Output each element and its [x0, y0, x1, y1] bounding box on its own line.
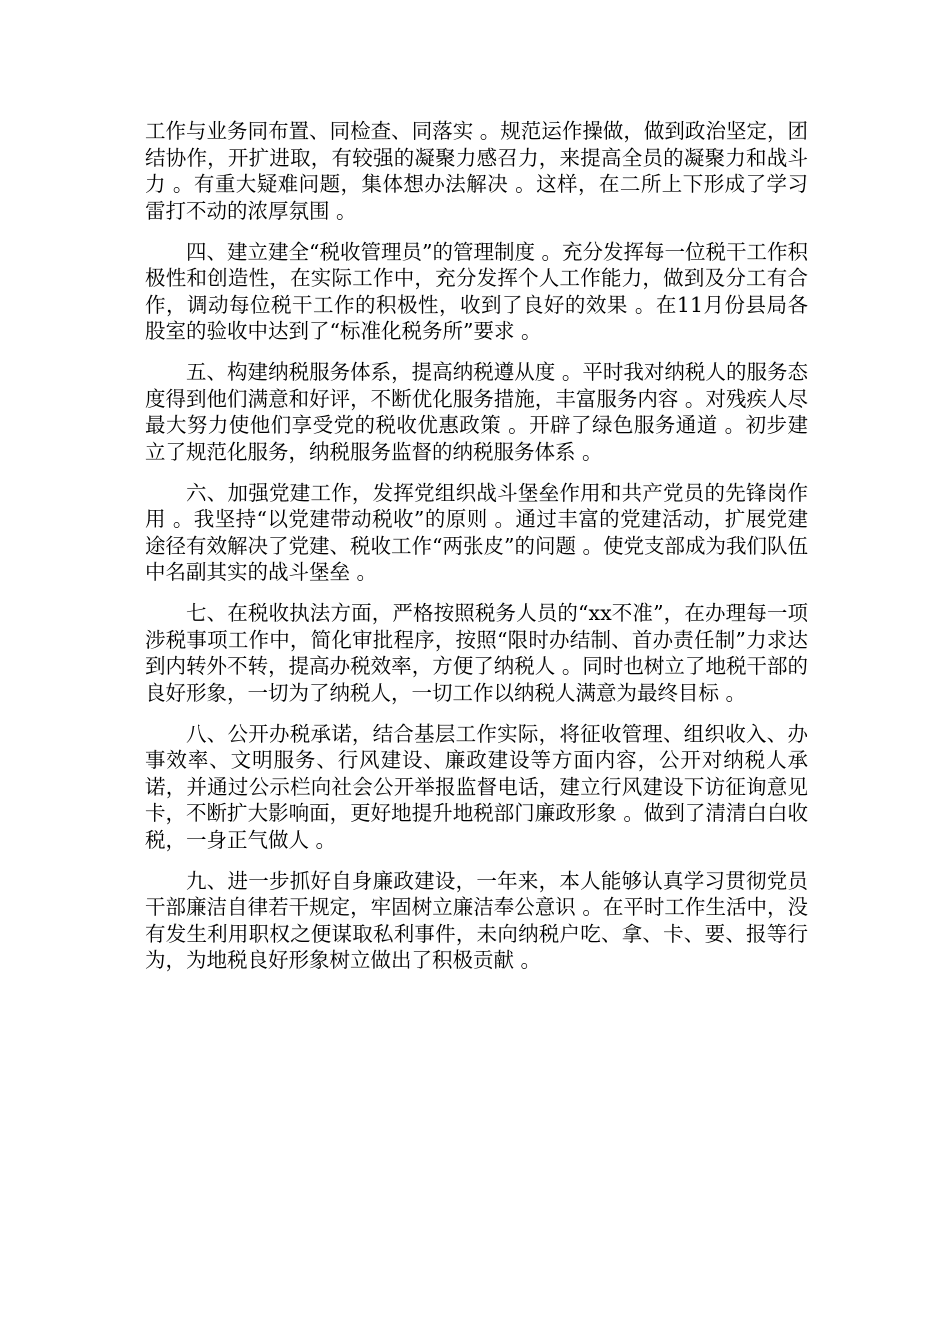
document-body: [145, 118, 808, 988]
paragraph-section-7: 七、在税收执法方面，严格按照税务人员的“xx不准”，在办理每一项涉税事项工作中，简化审批程序，按照“限时办结制、首办责任制”力求达到内转外不转，提高办税效率，方便了纳税人 。同时也树立了地税干部的良好形象，一切为了纳税人，一切工作以纳税人满意为最终目标 。: [145, 601, 808, 705]
paragraph-section-4: 四、建立建全“税收管理员”的管理制度 。充分发挥每一位税干工作积极性和创造性，在实际工作中，充分发挥个人工作能力，做到及分工有合作，调动每位税干工作的积极性，收到了良好的效果 。在11月份县局各股室的验收中达到了“标准化税务所”要求 。: [145, 239, 808, 343]
paragraph-section-5: 五、构建纳税服务体系，提高纳税遵从度 。平时我对纳税人的服务态度得到他们满意和好评，不断优化服务措施，丰富服务内容 。对残疾人尽最大努力使他们享受党的税收优惠政策 。开辟了绿色服务通道 。初步建立了规范化服务，纳税服务监督的纳税服务体系 。: [145, 360, 808, 464]
paragraph-continuation: 工作与业务同布置、同检查、同落实 。规范运作操做，做到政治坚定，团结协作，开扩进取，有较强的凝聚力感召力，来提高全员的凝聚力和战斗力 。有重大疑难问题，集体想办法解决 。这样，在二所上下形成了学习雷打不动的浓厚氛围 。: [145, 119, 808, 223]
paragraph-section-9: 九、进一步抓好自身廉政建设，一年来，本人能够认真学习贯彻党员干部廉洁自律若干规定，牢固树立廉洁奉公意识 。在平时工作生活中，没有发生利用职权之便谋取私利事件，未向纳税户吃、拿、卡、要、报等行为，为地税良好形象树立做出了积极贡献 。: [145, 868, 808, 972]
paragraph-section-8: 八、公开办税承诺，结合基层工作实际，将征收管理、组织收入、办事效率、文明服务、行风建设、廉政建设等方面内容，公开对纳税人承诺，并通过公示栏向社会公开举报监督电话，建立行风建设下访征询意见卡，不断扩大影响面，更好地提升地税部门廉政形象 。做到了清清白白收税，一身正气做人 。: [145, 721, 808, 852]
paragraph-section-6: 六、加强党建工作，发挥党组织战斗堡垒作用和共产党员的先锋岗作用 。我坚持“以党建带动税收”的原则 。通过丰富的党建活动，扩展党建途径有效解决了党建、税收工作“两张皮”的问题 。使党支部成为我们队伍中名副其实的战斗堡垒 。: [145, 480, 808, 584]
